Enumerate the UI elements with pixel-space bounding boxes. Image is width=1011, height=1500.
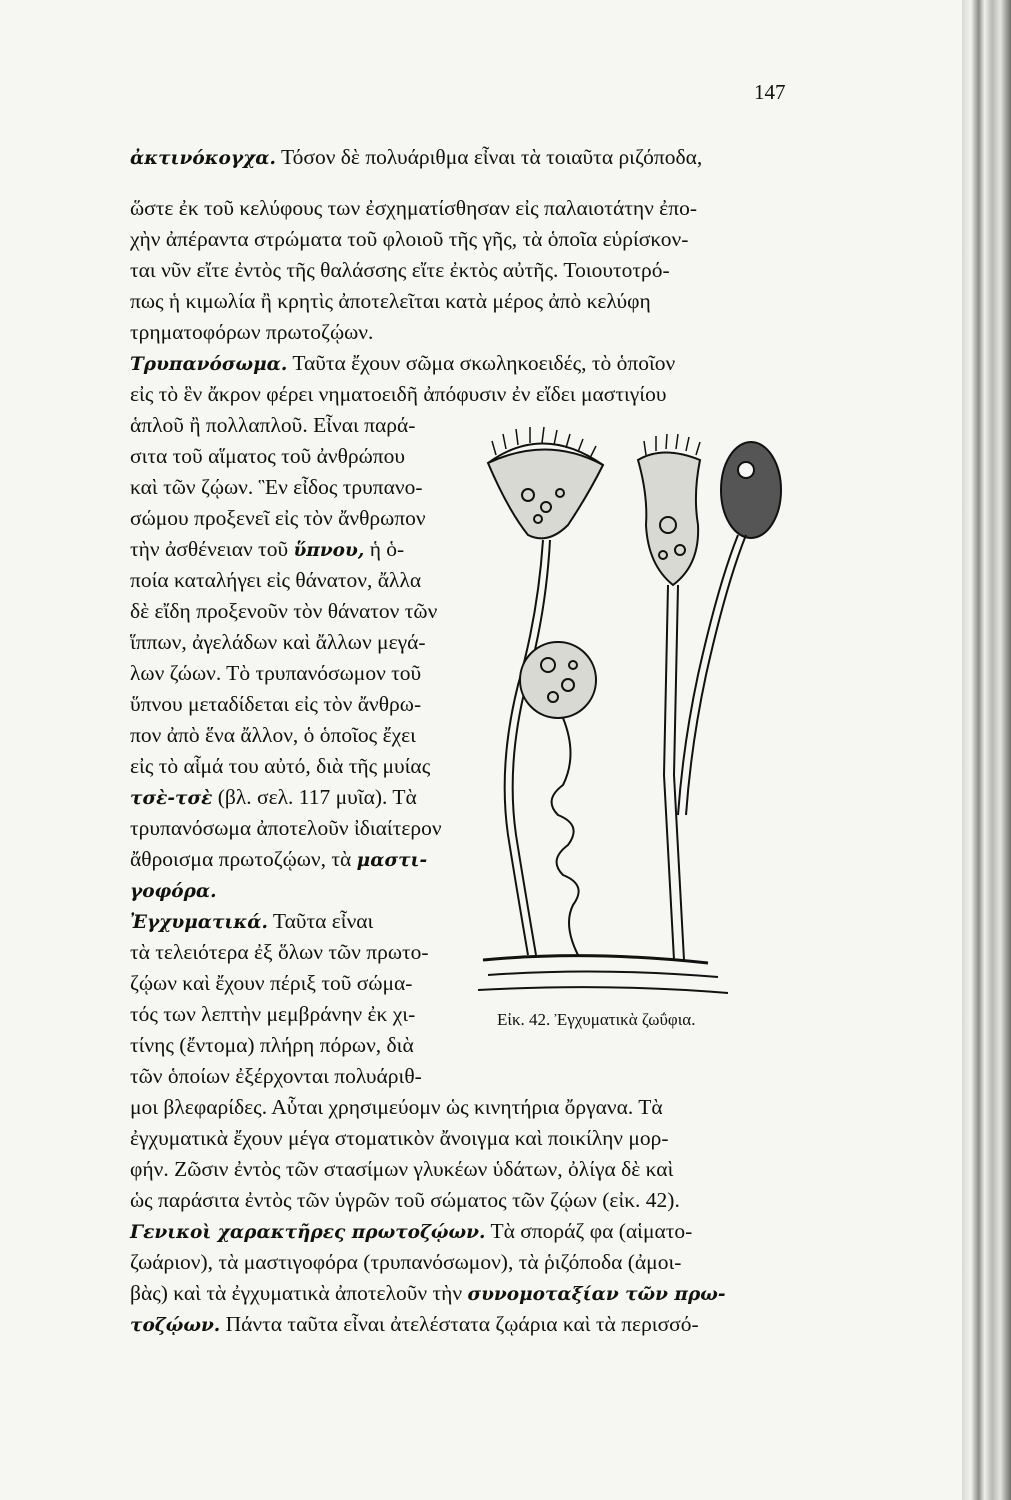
text-line bbox=[130, 845, 427, 875]
page-edge bbox=[962, 0, 1011, 1500]
emphasis-text: ὕπνου, bbox=[293, 540, 365, 561]
text-span: (βλ. σελ. 117 μυῖα). Τὰ bbox=[217, 785, 417, 809]
text-span: Πάντα ταῦτα εἶναι ἀτελέστατα ζῳάρια καὶ τὰ περισσό- bbox=[225, 1312, 699, 1336]
text-line: λων ζώων. Τὸ τρυπανόσωμον τοῦ bbox=[130, 661, 422, 685]
text-line: χὴν ἀπέραντα στρώματα τοῦ φλοιοῦ τῆς γῆς, τὰ ὁποῖα εὑρίσκον- bbox=[130, 227, 689, 251]
text-line: τῶν ὁποίων ἐξέρχονται πολυάριθ- bbox=[130, 1064, 422, 1088]
text-span: τὴν ἀσθένειαν τοῦ bbox=[130, 537, 289, 561]
text-line: σιτα τοῦ αἵματος τοῦ ἀνθρώπου bbox=[130, 444, 406, 468]
text-span: ἄθροισμα πρωτοζῴων, τὰ bbox=[130, 847, 352, 871]
text-line: δὲ εἴδη προξενοῦν τὸν θάνατον τῶν bbox=[130, 599, 438, 623]
text-line: εἰς τὸ ἓν ἄκρον φέρει νηματοειδῆ ἀπόφυσιν ἐν εἴδει μαστιγίου bbox=[130, 382, 667, 406]
text-line bbox=[130, 535, 404, 565]
ciliate-illustration bbox=[468, 415, 808, 1005]
text-line: τίνης (ἔντομα) πλήρη πόρων, διὰ bbox=[130, 1033, 414, 1057]
text-span: Ταῦτα ἔχουν σῶμα σκωληκοειδές, τὸ ὁποῖον bbox=[292, 351, 676, 375]
text-span: Ταῦτα εἶναι bbox=[272, 909, 374, 933]
text-line bbox=[130, 783, 417, 813]
text-line bbox=[130, 907, 373, 937]
emphasis-text: τσὲ-τσὲ bbox=[130, 788, 213, 809]
section-heading: Γενικοὶ χαρακτῆρες πρωτοζῴων. bbox=[130, 1222, 486, 1243]
text-line bbox=[130, 876, 217, 906]
text-line: εἰς τὸ αἷμά του αὐτό, διὰ τῆς μυίας bbox=[130, 754, 431, 778]
text-line: φήν. Ζῶσιν ἐντὸς τῶν στασίμων γλυκέων ὑδάτων, ὀλίγα δὲ καὶ bbox=[130, 1157, 674, 1181]
emphasis-text: τοζῴων. bbox=[130, 1315, 221, 1336]
text-line: ἁπλοῦ ἢ πολλαπλοῦ. Εἶναι παρά- bbox=[130, 413, 416, 437]
text-line bbox=[130, 349, 675, 379]
text-span: ἡ ὁ- bbox=[369, 537, 405, 561]
text-line: μοι βλεφαρίδες. Αὗται χρησιμεύομν ὡς κινητήρια ὄργανα. Τὰ bbox=[130, 1095, 663, 1119]
text-line bbox=[130, 1217, 692, 1247]
figure-caption: Εἰκ. 42. Ἐγχυματικὰ ζωΰφια. bbox=[497, 1010, 696, 1029]
text-line: πως ἡ κιμωλία ἢ κρητὶς ἀποτελεῖται κατὰ μέρος ἀπὸ κελύφη bbox=[130, 289, 651, 313]
text-span: Τὰ σποράζ φα (αἱματο- bbox=[490, 1219, 693, 1243]
emphasis-text: συνομοταξίαν τῶν πρω- bbox=[467, 1284, 726, 1305]
text-line: τρηματοφόρων πρωτοζῴων. bbox=[130, 320, 374, 344]
text-line: πον ἀπὸ ἕνα ἄλλον, ὁ ὁποῖος ἔχει bbox=[130, 723, 416, 747]
text-line: ζῴων καὶ ἔχουν πέριξ τοῦ σώμα- bbox=[130, 971, 413, 995]
text-line: σώμου προξενεῖ εἰς τὸν ἄνθρωπον bbox=[130, 506, 426, 530]
text-line: ὡς παράσιτα ἐντὸς τῶν ὑγρῶν τοῦ σώματος τῶν ζῴων (εἰκ. 42). bbox=[130, 1188, 680, 1212]
text-line: ἐγχυματικὰ ἔχουν μέγα στοματικὸν ἄνοιγμα καὶ ποικίλην μορ- bbox=[130, 1126, 669, 1150]
text-line: τρυπανόσωμα ἀποτελοῦν ἰδιαίτερον bbox=[130, 816, 442, 840]
text-line: τός των λεπτὴν μεμβράνην ἐκ χι- bbox=[130, 1002, 416, 1026]
text-span: Τόσον δὲ πολυάριθμα εἶναι τὰ τοιαῦτα ριζόποδα, bbox=[280, 145, 703, 169]
text-line bbox=[130, 1279, 726, 1309]
text-line bbox=[130, 143, 702, 173]
section-heading: Ἐγχυματικά. bbox=[130, 912, 268, 933]
text-line: ται νῦν εἴτε ἐντὸς τῆς θαλάσσης εἴτε ἐκτὸς αὐτῆς. Τοιουτοτρό- bbox=[130, 258, 670, 282]
text-line: καὶ τῶν ζῴων. Ἓν εἶδος τρυπανο- bbox=[130, 475, 423, 499]
text-line: ἵππων, ἀγελάδων καὶ ἄλλων μεγά- bbox=[130, 630, 426, 654]
text-line: τὰ τελειότερα ἐξ ὅλων τῶν πρωτο- bbox=[130, 940, 429, 964]
text-line: ζωάριον), τὰ μαστιγοφόρα (τρυπανόσωμον), τὰ ῥιζόποδα (ἀμοι- bbox=[130, 1250, 682, 1274]
text-line bbox=[130, 1310, 699, 1340]
text-line: ὕπνου μεταδίδεται εἰς τὸν ἄνθρω- bbox=[130, 692, 422, 716]
section-heading: Τρυπανόσωμα. bbox=[130, 354, 288, 375]
text-line: ὥστε ἐκ τοῦ κελύφους των ἐσχηματίσθησαν εἰς παλαιοτάτην ἐπο- bbox=[130, 196, 697, 220]
text-line: ποία καταλήγει εἰς θάνατον, ἄλλα bbox=[130, 568, 422, 592]
emphasis-text: μαστι- bbox=[356, 850, 428, 871]
section-heading: ἀκτινόκογχα. bbox=[130, 148, 276, 169]
page-number: 147 bbox=[754, 80, 786, 104]
emphasis-text: γοφόρα. bbox=[130, 881, 217, 902]
text-span: βὰς) καὶ τὰ ἐγχυματικὰ ἀποτελοῦν τὴν bbox=[130, 1281, 463, 1305]
